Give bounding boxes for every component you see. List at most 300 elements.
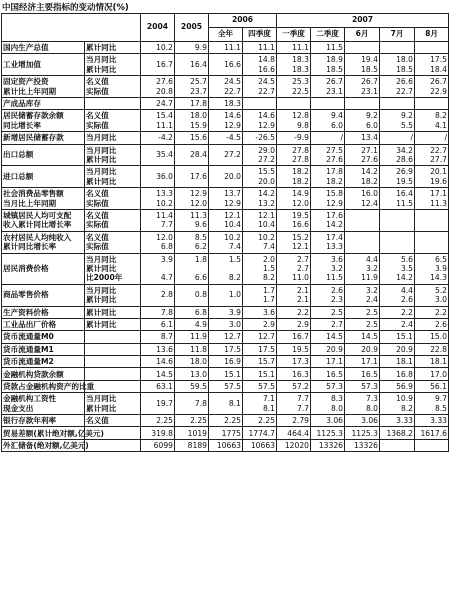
value-cell-line: 2.6 [434, 319, 448, 329]
value-cell-line: 2.2 [400, 307, 414, 317]
value-cell-line: 4.4 [365, 254, 379, 264]
value-cell-line: 19.5 [396, 176, 414, 186]
measure-type-line [86, 441, 139, 450]
value-cell [345, 393, 380, 415]
value-cell-line [278, 99, 309, 108]
indicator-name-line: 出口总额 [3, 150, 34, 160]
value-cell [345, 368, 380, 380]
value-cell-line: 26.7 [326, 77, 344, 87]
value-cell-line: 4.7 [160, 273, 173, 283]
value-cell-line: 18.5 [361, 64, 379, 74]
value-cell-line: 15.7 [258, 357, 276, 367]
value-cell-line [346, 99, 378, 108]
indicator-name-line: 现金支出 [3, 403, 34, 413]
value-cell [277, 331, 311, 343]
measure-type [85, 209, 141, 231]
value-cell [141, 306, 175, 318]
value-cell-line: 18.2 [292, 176, 310, 186]
measure-type [85, 54, 141, 76]
indicator-name [2, 284, 85, 306]
value-cell [380, 356, 415, 368]
value-cell-line: 6.2 [194, 242, 207, 252]
value-cell-line: 57.3 [326, 381, 344, 391]
value-cell-line: 15.1 [396, 332, 414, 342]
value-cell-line: 7.7 [296, 394, 310, 404]
value-cell [415, 331, 449, 343]
value-cell-line: 9.8 [296, 120, 310, 130]
value-cell-line: 12.4 [361, 198, 379, 208]
measure-type-line [86, 370, 139, 379]
measure-type-line: 实际值 [86, 86, 109, 96]
value-cell [141, 368, 175, 380]
table-row [2, 253, 449, 284]
value-cell-line [381, 238, 413, 247]
value-cell-line: 17.6 [326, 211, 344, 221]
indicator-name-line: 银行存款年利率 [3, 416, 57, 426]
measure-type-line: 实际值 [86, 198, 109, 208]
value-cell [209, 368, 243, 380]
indicator-name [2, 110, 85, 132]
value-cell-line: 6.0 [365, 120, 379, 130]
measure-type-line: 名义值 [86, 189, 109, 199]
value-cell [415, 209, 449, 231]
table-row [2, 54, 449, 76]
value-cell-line: 6.6 [194, 273, 207, 283]
value-cell-line [312, 99, 343, 108]
value-cell-line: 4.4 [400, 285, 414, 295]
value-cell [311, 231, 345, 253]
value-cell-line: 7.8 [194, 399, 207, 409]
value-cell-line: 14.6 [224, 111, 241, 121]
value-cell-line: 27.7 [430, 154, 448, 164]
indicator-name-line: 贸易差额(累计绝对额,亿美元) [3, 428, 104, 438]
value-cell [243, 144, 277, 166]
value-cell-line: 57.5 [224, 381, 241, 391]
value-cell-line: 9.7 [434, 394, 448, 404]
header-corner [2, 14, 141, 42]
value-cell [277, 306, 311, 318]
measure-type-line: 实际值 [86, 242, 109, 252]
value-cell [311, 188, 345, 210]
value-cell-line: 2.2 [296, 307, 310, 317]
value-cell-line [346, 238, 378, 247]
value-cell-line: 3.6 [262, 307, 276, 317]
value-cell-line: 12.9 [224, 198, 241, 208]
value-cell [209, 427, 243, 439]
value-cell-line: 19.4 [361, 55, 379, 65]
value-cell [141, 144, 175, 166]
value-cell-line: 2.6 [330, 285, 344, 295]
header-2006: 2006 [209, 14, 277, 28]
value-cell [380, 343, 415, 355]
value-cell-line: 6.5 [434, 254, 448, 264]
value-cell [277, 284, 311, 306]
value-cell-line: 25.3 [292, 77, 310, 87]
value-cell-line: 9.6 [194, 220, 207, 230]
indicator-name [2, 54, 85, 76]
value-cell-line: 14.6 [156, 357, 173, 367]
value-cell [415, 132, 449, 144]
value-cell-line: 22.8 [430, 344, 448, 354]
value-cell-line: 9.2 [400, 111, 414, 121]
value-cell [345, 356, 380, 368]
value-cell-line: 16.9 [224, 357, 241, 367]
value-cell-line [381, 441, 413, 450]
value-cell-line: 18.0 [190, 111, 207, 121]
table-row [2, 380, 449, 392]
value-cell-line: 12.1 [292, 242, 310, 252]
value-cell [243, 368, 277, 380]
value-cell [243, 209, 277, 231]
value-cell-line: 16.7 [156, 60, 173, 70]
value-cell-line: 15.2 [292, 232, 310, 242]
value-cell-line: 11.1 [156, 120, 173, 130]
indicator-name-line: 固定资产投资 [3, 77, 49, 87]
value-cell-line: 13.3 [156, 189, 173, 199]
table-row [2, 166, 449, 188]
value-cell [277, 368, 311, 380]
value-cell [380, 97, 415, 109]
value-cell-line: 1775 [221, 428, 241, 438]
value-cell-line: 7.8 [160, 307, 173, 317]
value-cell-line: 27.6 [326, 154, 344, 164]
page-title: 中国经济主要指标的变动情况(%) [2, 3, 129, 13]
value-cell [380, 54, 415, 76]
value-cell-line: 10663 [250, 440, 276, 450]
value-cell [311, 318, 345, 330]
value-cell [243, 331, 277, 343]
value-cell-line: 20.0 [258, 176, 276, 186]
value-cell-line: 17.1 [361, 357, 379, 367]
measure-type-line [86, 345, 139, 354]
value-cell-line: 3.9 [160, 254, 173, 264]
value-cell-line: 26.7 [361, 77, 379, 87]
measure-type [85, 231, 141, 253]
value-cell [243, 166, 277, 188]
value-cell-line: 20.1 [430, 167, 448, 177]
value-cell [243, 427, 277, 439]
value-cell-line: 2.1 [296, 295, 310, 305]
value-cell [209, 393, 243, 415]
value-cell [209, 253, 243, 284]
header-q4: 四季度 [243, 28, 277, 42]
value-cell-line: 18.3 [292, 64, 310, 74]
table-row [2, 415, 449, 427]
value-cell [243, 306, 277, 318]
value-cell-line: 22.7 [430, 145, 448, 155]
value-cell [243, 97, 277, 109]
value-cell-line: 2.9 [262, 319, 276, 329]
value-cell-line: / [410, 133, 414, 143]
value-cell-line: 6.8 [194, 307, 207, 317]
value-cell [311, 209, 345, 231]
value-cell-line: 24.5 [224, 77, 241, 87]
value-cell-line: 14.6 [258, 111, 276, 121]
measure-type-line: 累计同比 [86, 176, 117, 186]
indicator-name-line: 生产资料价格 [3, 307, 49, 317]
value-cell [311, 306, 345, 318]
value-cell [380, 393, 415, 415]
measure-type [85, 110, 141, 132]
value-cell-line: 3.5 [400, 263, 414, 273]
value-cell-line: 8.2 [434, 111, 448, 121]
table-row [2, 318, 449, 330]
value-cell [311, 380, 345, 392]
value-cell [415, 144, 449, 166]
value-cell-line: 2.7 [296, 254, 310, 264]
value-cell-line: 2.2 [434, 307, 448, 317]
value-cell-line: 8.5 [434, 403, 448, 413]
value-cell [345, 166, 380, 188]
value-cell [311, 427, 345, 439]
value-cell [175, 343, 209, 355]
table-row [2, 231, 449, 253]
value-cell-line: 19.5 [292, 211, 310, 221]
value-cell-line: 8.2 [228, 273, 241, 283]
value-cell [277, 132, 311, 144]
indicator-name-line: 进口总额 [3, 172, 34, 182]
value-cell [345, 144, 380, 166]
measure-type-line: 名义值 [86, 111, 109, 121]
measure-type [85, 76, 141, 98]
value-cell-line: 17.6 [190, 172, 207, 182]
header-2005: 2005 [175, 14, 209, 42]
value-cell [243, 318, 277, 330]
value-cell-line: 18.3 [224, 99, 241, 109]
value-cell [243, 393, 277, 415]
value-cell-line: 319.8 [151, 428, 173, 438]
value-cell [209, 166, 243, 188]
table-body [2, 42, 449, 452]
value-cell-line: 27.2 [224, 150, 241, 160]
table-row [2, 356, 449, 368]
value-cell-line: 14.8 [258, 55, 276, 65]
value-cell-line: 23.7 [190, 86, 207, 96]
value-cell [141, 343, 175, 355]
measure-type-line: 累计同比 [86, 64, 117, 74]
value-cell [345, 318, 380, 330]
measure-type [85, 284, 141, 306]
value-cell-line: 7.4 [228, 242, 241, 252]
value-cell [209, 343, 243, 355]
value-cell-line: 57.2 [292, 381, 310, 391]
value-cell [415, 427, 449, 439]
table-row [2, 427, 449, 439]
value-cell-line [346, 43, 378, 52]
value-cell [415, 166, 449, 188]
value-cell-line: 14.2 [258, 189, 276, 199]
value-cell [243, 110, 277, 132]
indicator-name-line: 社会消费品零售额 [3, 189, 64, 199]
value-cell-line: 1125.3 [316, 428, 344, 438]
value-cell [345, 306, 380, 318]
value-cell-line: 13326 [353, 440, 379, 450]
header-2007: 2007 [277, 14, 449, 28]
value-cell-line: 17.8 [326, 167, 344, 177]
value-cell-line: 8189 [187, 440, 207, 450]
value-cell-line: 4.9 [194, 319, 207, 329]
value-cell-line: 11.3 [190, 211, 207, 221]
table-row [2, 331, 449, 343]
measure-type [85, 331, 141, 343]
value-cell-line: 27.8 [292, 154, 310, 164]
value-cell-line: 13326 [318, 440, 344, 450]
value-cell-line: 18.4 [430, 64, 448, 74]
value-cell [380, 110, 415, 132]
value-cell [175, 331, 209, 343]
value-cell [345, 97, 380, 109]
value-cell-line: 9.9 [194, 43, 207, 53]
indicator-name-line: 工业品出厂价格 [3, 319, 57, 329]
value-cell-line: 2.5 [330, 307, 344, 317]
indicator-name-line: 贷款占金融机构资产的比重 [3, 381, 95, 391]
indicator-name [2, 231, 85, 253]
indicator-name-line: 收入累计同比增长率 [3, 220, 72, 230]
table-row [2, 209, 449, 231]
measure-type-line: 比2000年 [86, 273, 123, 283]
header-june: 6月 [345, 28, 380, 42]
value-cell [243, 439, 277, 451]
value-cell-line: 26.6 [396, 77, 414, 87]
value-cell-line: 11.5 [326, 273, 344, 283]
table-row [2, 144, 449, 166]
value-cell-line: 8.3 [330, 394, 344, 404]
value-cell-line: 15.6 [190, 133, 207, 143]
value-cell [209, 231, 243, 253]
value-cell-line: 6099 [153, 440, 173, 450]
value-cell-line: 1368.2 [386, 428, 414, 438]
value-cell [277, 393, 311, 415]
value-cell-line: 17.0 [430, 369, 448, 379]
table-row [2, 97, 449, 109]
value-cell [380, 144, 415, 166]
value-cell [243, 380, 277, 392]
measure-type-line: 实际值 [86, 120, 109, 130]
value-cell-line: 15.1 [258, 369, 276, 379]
indicator-name [2, 97, 85, 109]
value-cell-line: 8.7 [160, 332, 173, 342]
value-cell [311, 343, 345, 355]
measure-type [85, 306, 141, 318]
value-cell [380, 306, 415, 318]
value-cell-line: 2.7 [330, 319, 344, 329]
indicator-name-line: 新增居民储蓄存款 [3, 133, 64, 143]
value-cell-line: 10.2 [156, 198, 173, 208]
value-cell [415, 284, 449, 306]
measure-type [85, 343, 141, 355]
indicator-name [2, 356, 85, 368]
value-cell-line: 57.5 [258, 381, 276, 391]
value-cell-line: 22.5 [292, 86, 310, 96]
indicator-name [2, 166, 85, 188]
indicator-name [2, 76, 85, 98]
value-cell-line: 16.6 [224, 60, 241, 70]
value-cell-line: 20.9 [361, 344, 379, 354]
value-cell-line: 26.7 [430, 77, 448, 87]
value-cell-line: 7.3 [365, 394, 379, 404]
value-cell-line: 20.8 [156, 86, 173, 96]
value-cell [311, 97, 345, 109]
value-cell-line: 15.9 [190, 120, 207, 130]
indicator-name [2, 144, 85, 166]
value-cell-line: 16.6 [292, 220, 310, 230]
value-cell-line: 16.5 [326, 369, 344, 379]
value-cell [345, 188, 380, 210]
value-cell [209, 110, 243, 132]
value-cell-line: -9.9 [294, 133, 310, 143]
indicator-name [2, 380, 95, 392]
measure-type [85, 415, 141, 427]
indicator-name-line: 货币流通量M0 [3, 332, 54, 342]
value-cell-line: 2.9 [296, 319, 310, 329]
value-cell-line: 34.2 [396, 145, 414, 155]
value-cell-line: 11.5 [326, 43, 344, 53]
indicator-name [2, 188, 85, 210]
table-row [2, 76, 449, 98]
value-cell [175, 284, 209, 306]
value-cell-line: 27.6 [361, 154, 379, 164]
value-cell-line: 17.1 [430, 189, 448, 199]
value-cell [311, 356, 345, 368]
value-cell-line: 1125.3 [351, 428, 379, 438]
table-row [2, 368, 449, 380]
value-cell-line: 18.5 [326, 64, 344, 74]
value-cell [415, 231, 449, 253]
value-cell-line: 13.0 [190, 369, 207, 379]
value-cell-line: 3.06 [326, 416, 344, 426]
value-cell [209, 306, 243, 318]
value-cell-line: 36.0 [156, 172, 173, 182]
header-full-year: 全年 [209, 28, 243, 42]
value-cell [345, 132, 380, 144]
value-cell-line: 6.0 [330, 120, 344, 130]
indicator-name-line: 金融机构工资性 [3, 394, 57, 404]
table-row [2, 188, 449, 210]
value-cell-line: 1.5 [262, 263, 276, 273]
value-cell-line: 1774.7 [248, 428, 276, 438]
value-cell [415, 415, 449, 427]
value-cell-line: 11.9 [361, 273, 379, 283]
header-q1: 一季度 [277, 28, 311, 42]
value-cell-line: 22.7 [258, 86, 276, 96]
value-cell-line: 1.8 [194, 254, 207, 264]
value-cell-line [210, 264, 241, 273]
value-cell-line: 12020 [284, 440, 310, 450]
value-cell-line: 11.4 [156, 211, 173, 221]
value-cell-line: 11.0 [292, 273, 310, 283]
value-cell [380, 284, 415, 306]
value-cell-line: 56.9 [396, 381, 414, 391]
measure-type-line: 累计同比 [86, 319, 117, 329]
value-cell [243, 343, 277, 355]
value-cell-line: 11.1 [292, 43, 310, 53]
value-cell-line: 8.0 [365, 403, 379, 413]
value-cell [311, 144, 345, 166]
value-cell [141, 356, 175, 368]
value-cell-line: 3.9 [434, 263, 448, 273]
measure-type-line: 名义值 [86, 232, 109, 242]
value-cell [141, 393, 175, 415]
value-cell-line: 2.25 [258, 416, 276, 426]
value-cell [380, 368, 415, 380]
value-cell-line: 11.9 [190, 332, 207, 342]
measure-type-line [86, 332, 139, 341]
value-cell [345, 331, 380, 343]
value-cell [175, 110, 209, 132]
value-cell-line: 1.5 [228, 254, 241, 264]
table-row [2, 439, 449, 451]
value-cell [277, 166, 311, 188]
